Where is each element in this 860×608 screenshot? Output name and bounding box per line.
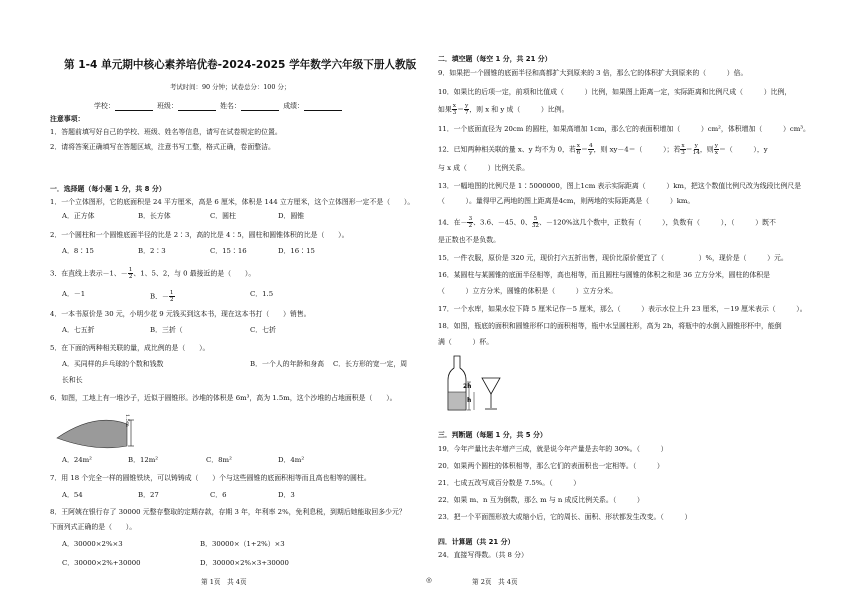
question-5: 5．在下面的两种相关联的量，成比例的是（ ）。 xyxy=(50,344,210,352)
q1-option-b: B．长方体 xyxy=(138,212,171,220)
q8-option-c: C．30000×2%+30000 xyxy=(62,559,141,567)
q8-option-a: A．30000×2%×3 xyxy=(62,540,123,548)
school-label: 学校： xyxy=(94,102,115,110)
question-14-cont: 是正数也不是负数。 xyxy=(438,236,501,244)
q6-option-b: B．12m² xyxy=(128,456,159,464)
q2-option-c: C．15∶16 xyxy=(210,247,247,255)
exam-info: 考试时间：90 分钟；试卷总分：100 分； xyxy=(170,83,291,91)
school-field[interactable] xyxy=(115,103,153,111)
q4-option-b: B．三折（ xyxy=(150,326,183,334)
q2-option-b: B．2∶3 xyxy=(138,247,166,255)
question-2: 2．一个圆柱和一个圆锥底面半径的比是 2∶3，高的比是 4∶5，圆柱和圆锥体积的比是（ ）。 xyxy=(50,231,349,239)
question-10: 10．如果比的后项一定，前项和比值成（ ）比例，如果图上距离一定，实际距离和比例尺成（ ）比例， xyxy=(438,88,792,96)
q6-option-a: A．24m² xyxy=(62,456,92,464)
height-label: 1.5m xyxy=(124,414,130,427)
question-13: 13．一幅地图的比例尺是 1∶5000000，图上1cm 表示实际距离（ ）km，把这个数值比例尺改为线段比例尺是 xyxy=(438,182,802,190)
question-8: 8．王阿姨在银行存了 30000 元整存整取的定期存款，存期 3 年，年利率 2%，免利息税，到期后她能取回多少元？ xyxy=(50,508,406,516)
q5-option-c: C．长方形的宽一定，周 xyxy=(333,360,408,368)
question-24: 24．直接写得数。（共 8 分） xyxy=(438,551,528,559)
question-22: 22．如果 m、n 互为倒数，那么 m 与 n 成反比例关系。（ ） xyxy=(438,496,644,504)
class-label: 班级： xyxy=(157,102,178,110)
question-17: 17．一个水库，如果水位下降 5 厘米记作－5 厘米，那么（ ）表示水位上升 23 厘米，－19 厘米表示（ ）。 xyxy=(438,305,807,313)
q5-option-b: B．一个人的年龄和身高 xyxy=(250,360,324,368)
q5-option-c-cont: 长和长 xyxy=(62,376,83,384)
q7-option-b: B．27 xyxy=(138,491,159,499)
question-11: 11．一个底面直径为 20cm 的圆柱，如果高增加 1cm，那么它的表面积增加（ ）cm²，体积增加（ ）cm³。 xyxy=(438,125,810,133)
question-16-cont: （ ）立方分米，圆锥的体积是（ ）立方分米。 xyxy=(438,287,618,295)
section-4-heading: 四．计算题（共 21 分） xyxy=(438,538,515,546)
q2-option-a: A．8∶15 xyxy=(62,247,94,255)
question-16: 16．某圆柱与某圆锥的底面半径相等，高也相等，而且圆柱与圆锥的体积之和是 36 立方分米，圆柱的体积是 xyxy=(438,271,770,279)
question-1: 1．一个立体图形，它的底面积是 24 平方厘米，高是 6 厘米，体积是 144 立方厘米，这个立体图形一定不是（ ）。 xyxy=(50,198,415,206)
page-number-right: 第 2页 共 4页 xyxy=(472,578,518,586)
name-label: 姓名： xyxy=(220,102,241,110)
notice-title: 注意事项： xyxy=(50,115,85,123)
q8-option-b: B．30000×（1+2%）×3 xyxy=(200,540,285,548)
q3-option-b: B．－ $\frac{1}{2}$ xyxy=(150,290,174,303)
q4-option-a: A．七五折 xyxy=(62,326,95,334)
question-18: 18．如图，瓶底的面积和圆锥形杯口的面积相等，瓶中水呈圆柱形，高为 2h，将瓶中的水倒入圆锥形杯中，能倒 xyxy=(438,322,782,330)
question-12: 12．已知两种相关联的量 x、y 均不为 0，若 $\frac{x}{6}$ ＝ $\frac{4}{y}$ ，则 xy－4＝（ ）；若 $\frac{x}{3}$ ＝ $\frac{y}{14}$ ，则 $\frac{y}{x}$ ＝（ ），y xyxy=(438,143,768,156)
q6-option-c: C．8m² xyxy=(206,456,232,464)
q5-option-a: A．买同样的乒乓球的个数和钱数 xyxy=(62,360,164,368)
q8-option-d: D．30000×2%×3+30000 xyxy=(200,559,289,567)
question-6: 6．如图，工地上有一堆沙子，近似于圆锥形。沙堆的体积是 6m³，高为 1.5m，这个沙堆的占地面积是（ ）。 xyxy=(50,394,397,402)
question-19: 19．今年产量比去年增产三成，就是说今年产量是去年的 30%。（ ） xyxy=(438,445,668,453)
question-10-cont: 如果 $\frac{x}{3}$ ＝ $\frac{y}{7}$ ，则 x 和 y 成（ ）比例。 xyxy=(438,103,569,116)
score-label: 成绩： xyxy=(283,102,304,110)
info-fields xyxy=(94,102,342,111)
class-field[interactable] xyxy=(178,103,216,111)
question-4: 4．一本书原价是 30 元，小明少花 9 元钱买到这本书，现在这本书打（ ）销售。 xyxy=(50,310,311,318)
question-23: 23．把一个平面图形放大或缩小后，它的周长、面积、形状都发生改变。（ ） xyxy=(438,513,692,521)
q7-option-c: C．6 xyxy=(210,491,227,499)
q7-option-a: A．54 xyxy=(62,491,83,499)
binding-mark: ◎ xyxy=(426,576,432,584)
fraction: $\frac{1}{2}$ xyxy=(128,267,133,280)
label-2h: 2h xyxy=(463,383,472,390)
question-3: 3．在直线上表示－1、－ $\frac{1}{2}$ 、1、5、2，与 0 最接近的是（ ）。 xyxy=(50,267,256,280)
exam-title: 第 1-4 单元期中核心素养培优卷-2024-2025 学年数学六年级下册人教版 xyxy=(64,59,417,71)
question-8-cont: 下面列式正确的是（ ）。 xyxy=(50,523,137,531)
page-number-left: 第 1页 共 4页 xyxy=(201,578,247,586)
question-13-cont: （ ）。量得甲乙两地的图上距离是4cm，则两地的实际距离是（ ）km。 xyxy=(438,197,695,205)
question-18-cont: 满（ ）杯。 xyxy=(438,338,494,346)
q3-option-a: A．－1 xyxy=(62,290,86,298)
section-1-heading: 一．选择题（每小题 1 分，共 8 分） xyxy=(50,185,166,193)
q4-option-c: C．七折 xyxy=(250,326,276,334)
section-3-heading: 三．判断题（每题 1 分，共 5 分） xyxy=(438,431,547,439)
question-7: 7．用 18 个完全一样的圆锥铁块，可以铸铸成（ ）个与这些圆锥的底面积相等而且高也相等的圆柱。 xyxy=(50,474,371,482)
right-page xyxy=(430,0,860,608)
question-20: 20．如果两个圆柱的体积相等，那么它们的表面积也一定相等。（ ） xyxy=(438,462,664,470)
notice-2: 2．请将答案正确填写在答题区域，注意书写工整，格式正确，卷面整洁。 xyxy=(50,143,275,151)
question-9: 9．如果把一个圆锥的底面半径和高都扩大到原来的 3 倍，那么它的体积扩大到原来的（ ）倍。 xyxy=(438,69,748,77)
q1-option-a: A．正方体 xyxy=(62,212,95,220)
notice-1: 1．答题前填写好自己的学校、班级、姓名等信息，请写在试卷规定的位置。 xyxy=(50,128,282,136)
question-21: 21．七成五改写成百分数是 7.5%。（ ） xyxy=(438,479,581,487)
q1-option-d: D．圆锥 xyxy=(278,212,305,220)
question-15: 15．一件衣服，原价是 320 元，现价打六五折出售，现价比原价便宜了（ ）%，现价是（ ）元。 xyxy=(438,254,788,262)
question-12-cont: 与 x 成（ ）比例关系。 xyxy=(438,164,529,172)
q2-option-d: D．16∶15 xyxy=(278,247,315,255)
q1-option-c: C．圆柱 xyxy=(210,212,236,220)
q3-option-c: C．1.5 xyxy=(250,290,274,298)
score-field[interactable] xyxy=(304,103,342,111)
name-field[interactable] xyxy=(241,103,279,111)
section-2-heading: 二．填空题（每空 1 分，共 21 分） xyxy=(438,55,552,63)
bottle-and-cone-cup-figure xyxy=(438,352,508,414)
question-14: 14．在－ $\frac{3}{2}$ 、3.6、－45、0、 $\frac{5}{32}$ 、－120%这几个数中，正数有（ ），负数有（ ），（ ）既不 xyxy=(438,216,776,229)
q6-option-d: D．4m² xyxy=(278,456,305,464)
q7-option-d: D．3 xyxy=(278,491,295,499)
label-h: h xyxy=(467,397,472,404)
